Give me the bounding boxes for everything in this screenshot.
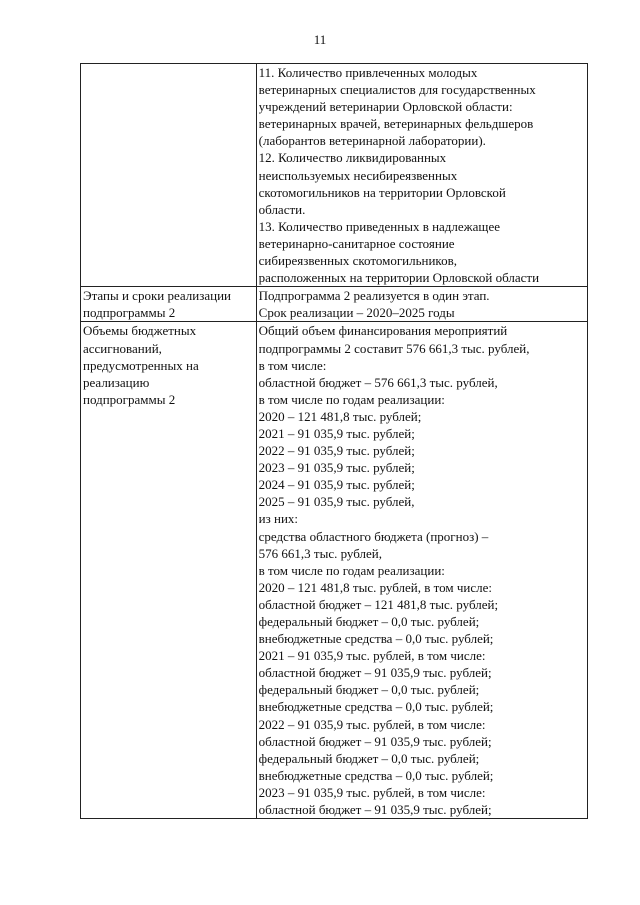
parameter-value-cell bbox=[256, 64, 587, 287]
subprogram-passport-table bbox=[80, 63, 588, 819]
value-line: 576 661,3 тыс. рублей, bbox=[258, 545, 383, 561]
value-line: 13. Количество приведенных в надлежащее bbox=[258, 218, 500, 234]
value-line: расположенных на территории Орловской области bbox=[258, 270, 540, 286]
value-line: Срок реализации – 2020–2025 годы bbox=[258, 305, 455, 321]
value-line: 2021 – 91 035,9 тыс. рублей, в том числе: bbox=[258, 648, 486, 664]
table-row bbox=[81, 322, 588, 819]
value-line: 2021 – 91 035,9 тыс. рублей; bbox=[258, 425, 415, 441]
value-line: в том числе по годам реализации: bbox=[258, 391, 445, 407]
value-line: сибиреязвенных скотомогильников, bbox=[258, 253, 457, 269]
page-number: 11 bbox=[313, 32, 327, 47]
value-line: 2023 – 91 035,9 тыс. рублей, в том числе: bbox=[258, 784, 486, 800]
value-line: 2020 – 121 481,8 тыс. рублей, в том числе: bbox=[258, 579, 493, 595]
value-line: 2023 – 91 035,9 тыс. рублей; bbox=[258, 460, 415, 476]
value-line: федеральный бюджет – 0,0 тыс. рублей; bbox=[258, 682, 480, 698]
label-line: предусмотренных на bbox=[83, 357, 199, 373]
value-line: федеральный бюджет – 0,0 тыс. рублей; bbox=[258, 750, 480, 766]
value-line: в том числе: bbox=[258, 357, 327, 373]
value-line: 11. Количество привлеченных молодых bbox=[258, 65, 478, 80]
value-line: из них: bbox=[258, 511, 299, 527]
value-line: 12. Количество ликвидированных bbox=[258, 150, 447, 166]
value-line: Общий объем финансирования мероприятий bbox=[258, 323, 508, 339]
parameter-value-cell bbox=[256, 287, 587, 322]
label-line: подпрограммы 2 bbox=[83, 305, 176, 321]
value-line: неиспользуемых несибиреязвенных bbox=[258, 167, 458, 183]
value-line: учреждений ветеринарии Орловской области: bbox=[258, 99, 513, 115]
value-line: внебюджетные средства – 0,0 тыс. рублей; bbox=[258, 631, 494, 647]
value-line: 2025 – 91 035,9 тыс. рублей, bbox=[258, 494, 415, 510]
label-line: реализацию bbox=[83, 374, 150, 390]
label-line: ассигнований, bbox=[83, 340, 162, 356]
value-line: средства областного бюджета (прогноз) – bbox=[258, 528, 489, 544]
value-line: Подпрограмма 2 реализуется в один этап. bbox=[258, 288, 490, 304]
value-line: 2022 – 91 035,9 тыс. рублей, в том числе: bbox=[258, 716, 486, 732]
value-line: ветеринарно-санитарное состояние bbox=[258, 235, 455, 251]
value-line: скотомогильников на территории Орловской bbox=[258, 184, 506, 200]
value-line: в том числе по годам реализации: bbox=[258, 562, 445, 578]
value-line: областной бюджет – 576 661,3 тыс. рублей, bbox=[258, 374, 498, 390]
value-line: (лаборантов ветеринарной лаборатории). bbox=[258, 133, 486, 149]
parameter-label-cell bbox=[81, 322, 257, 819]
value-line: внебюджетные средства – 0,0 тыс. рублей; bbox=[258, 699, 494, 715]
value-line: ветеринарных специалистов для государственных bbox=[258, 82, 536, 98]
parameter-value-cell bbox=[256, 322, 587, 819]
value-line: 2022 – 91 035,9 тыс. рублей; bbox=[258, 443, 415, 459]
parameter-label-cell bbox=[81, 287, 257, 322]
value-line: областной бюджет – 121 481,8 тыс. рублей; bbox=[258, 596, 499, 612]
label-line: Этапы и сроки реализации bbox=[83, 288, 231, 304]
value-line: федеральный бюджет – 0,0 тыс. рублей; bbox=[258, 614, 480, 629]
value-line: внебюджетные средства – 0,0 тыс. рублей; bbox=[258, 767, 494, 783]
value-line: областной бюджет – 91 035,9 тыс. рублей; bbox=[258, 802, 492, 818]
passport-table-body bbox=[81, 64, 588, 819]
table-row bbox=[81, 64, 588, 287]
label-line: Объемы бюджетных bbox=[83, 323, 197, 339]
value-line: 2024 – 91 035,9 тыс. рублей; bbox=[258, 477, 415, 493]
value-line: областной бюджет – 91 035,9 тыс. рублей; bbox=[258, 733, 492, 749]
table-row bbox=[81, 287, 588, 322]
label-line: подпрограммы 2 bbox=[83, 391, 176, 407]
parameter-label-cell bbox=[81, 64, 257, 287]
value-line: 2020 – 121 481,8 тыс. рублей; bbox=[258, 408, 422, 424]
value-line: областной бюджет – 91 035,9 тыс. рублей; bbox=[258, 665, 492, 681]
value-line: ветеринарных врачей, ветеринарных фельдшеров bbox=[258, 116, 534, 132]
value-line: подпрограммы 2 составит 576 661,3 тыс. рублей, bbox=[258, 340, 530, 356]
value-line: области. bbox=[258, 201, 306, 217]
